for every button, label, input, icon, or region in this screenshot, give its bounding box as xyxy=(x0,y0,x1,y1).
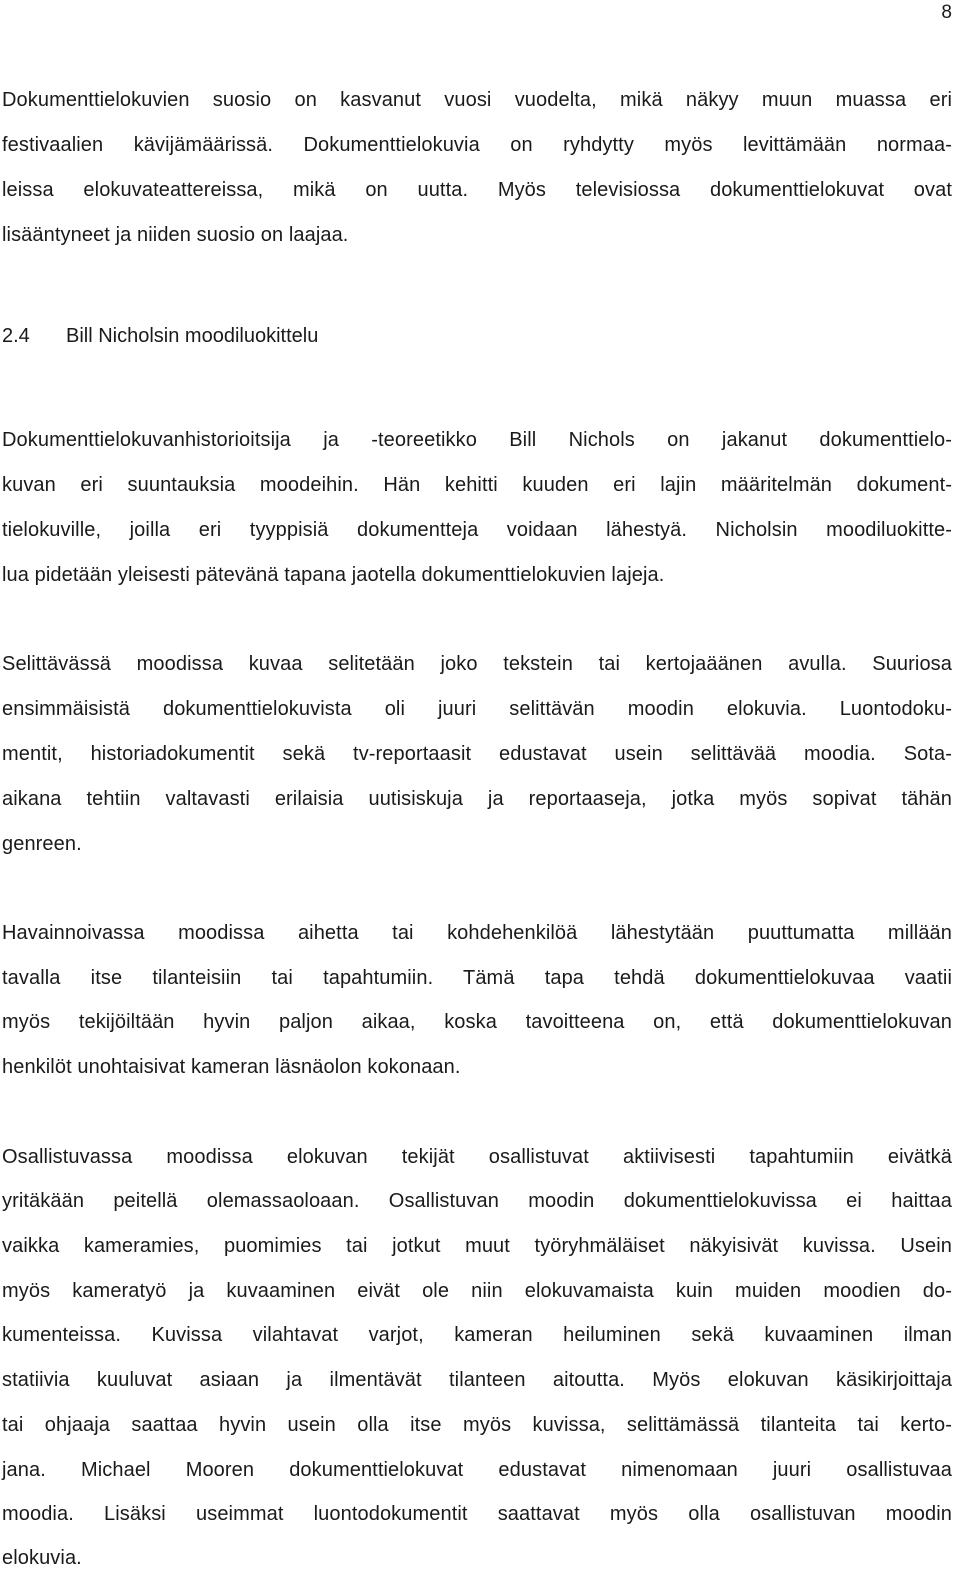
text-line: elokuvia. xyxy=(2,1547,82,1569)
text-line: myös kameratyö ja kuvaaminen eivät ole niin elokuvamaista kuin muiden moodien do- xyxy=(2,1280,952,1302)
text-line: Osallistuvassa moodissa elokuvan tekijät osallistuvat aktiivisesti tapahtumiin eivätkä xyxy=(2,1146,952,1168)
text-line: vaikka kameramies, puomimies tai jotkut muut työryhmäläiset näkyisivät kuvissa. Usein xyxy=(2,1235,952,1257)
text-line: kumenteissa. Kuvissa vilahtavat varjot, kameran heiluminen sekä kuvaaminen ilman xyxy=(2,1324,952,1346)
text-line: mentit, historiadokumentit sekä tv-reportaasit edustavat usein selittävää moodia. Sota- xyxy=(2,743,952,765)
text-line: moodia. Lisäksi useimmat luontodokumentit saattavat myös olla osallistuvan moodin xyxy=(2,1503,952,1525)
text-line: festivaalien kävijämäärissä. Dokumenttielokuvia on ryhdytty myös levittämään normaa- xyxy=(2,134,952,156)
text-line: yritäkään peitellä olemassaoloaan. Osallistuvan moodin dokumenttielokuvissa ei haittaa xyxy=(2,1190,952,1212)
text-line: tavalla itse tilanteisiin tai tapahtumiin. Tämä tapa tehdä dokumenttielokuvaa vaatii xyxy=(2,967,952,989)
text-line: lisääntyneet ja niiden suosio on laajaa. xyxy=(2,224,349,246)
text-line: aikana tehtiin valtavasti erilaisia uutisiskuja ja reportaaseja, jotka myös sopivat tähän xyxy=(2,788,952,810)
text-line: myös tekijöiltään hyvin paljon aikaa, koska tavoitteena on, että dokumenttielokuvan xyxy=(2,1011,952,1033)
text-line: tielokuville, joilla eri tyyppisiä dokumentteja voidaan lähestyä. Nicholsin moodiluokitte- xyxy=(2,519,952,541)
text-line: jana. Michael Mooren dokumenttielokuvat edustavat nimenomaan juuri osallistuvaa xyxy=(2,1459,952,1481)
text-line: statiivia kuuluvat asiaan ja ilmentävät tilanteen aitoutta. Myös elokuvan käsikirjoittaja xyxy=(2,1369,952,1391)
text-line: genreen. xyxy=(2,833,82,855)
text-line: kuvan eri suuntauksia moodeihin. Hän kehitti kuuden eri lajin määritelmän dokument- xyxy=(2,474,952,496)
section-number: 2.4 xyxy=(2,325,30,347)
text-line: Havainnoivassa moodissa aihetta tai kohdehenkilöä lähestytään puuttumatta millään xyxy=(2,922,952,944)
section-title: Bill Nicholsin moodiluokittelu xyxy=(66,325,319,347)
text-line: tai ohjaaja saattaa hyvin usein olla itse myös kuvissa, selittämässä tilanteita tai kerto- xyxy=(2,1414,952,1436)
text-line: ensimmäisistä dokumenttielokuvista oli juuri selittävän moodin elokuvia. Luontodoku- xyxy=(2,698,952,720)
section-heading xyxy=(2,324,318,348)
text-line: Dokumenttielokuvanhistorioitsija ja -teoreetikko Bill Nichols on jakanut dokumenttielo- xyxy=(2,429,952,451)
text-line: leissa elokuvateattereissa, mikä on uutta. Myös televisiossa dokumenttielokuvat ovat xyxy=(2,179,952,201)
page-number: 8 xyxy=(941,2,952,23)
text-line: Dokumenttielokuvien suosio on kasvanut vuosi vuodelta, mikä näkyy muun muassa eri xyxy=(2,89,952,111)
text-line: lua pidetään yleisesti pätevänä tapana jaotella dokumenttielokuvien lajeja. xyxy=(2,564,665,586)
text-line: henkilöt unohtaisivat kameran läsnäolon kokonaan. xyxy=(2,1056,461,1078)
text-line: Selittävässä moodissa kuvaa selitetään joko tekstein tai kertojaäänen avulla. Suuriosa xyxy=(2,653,952,675)
